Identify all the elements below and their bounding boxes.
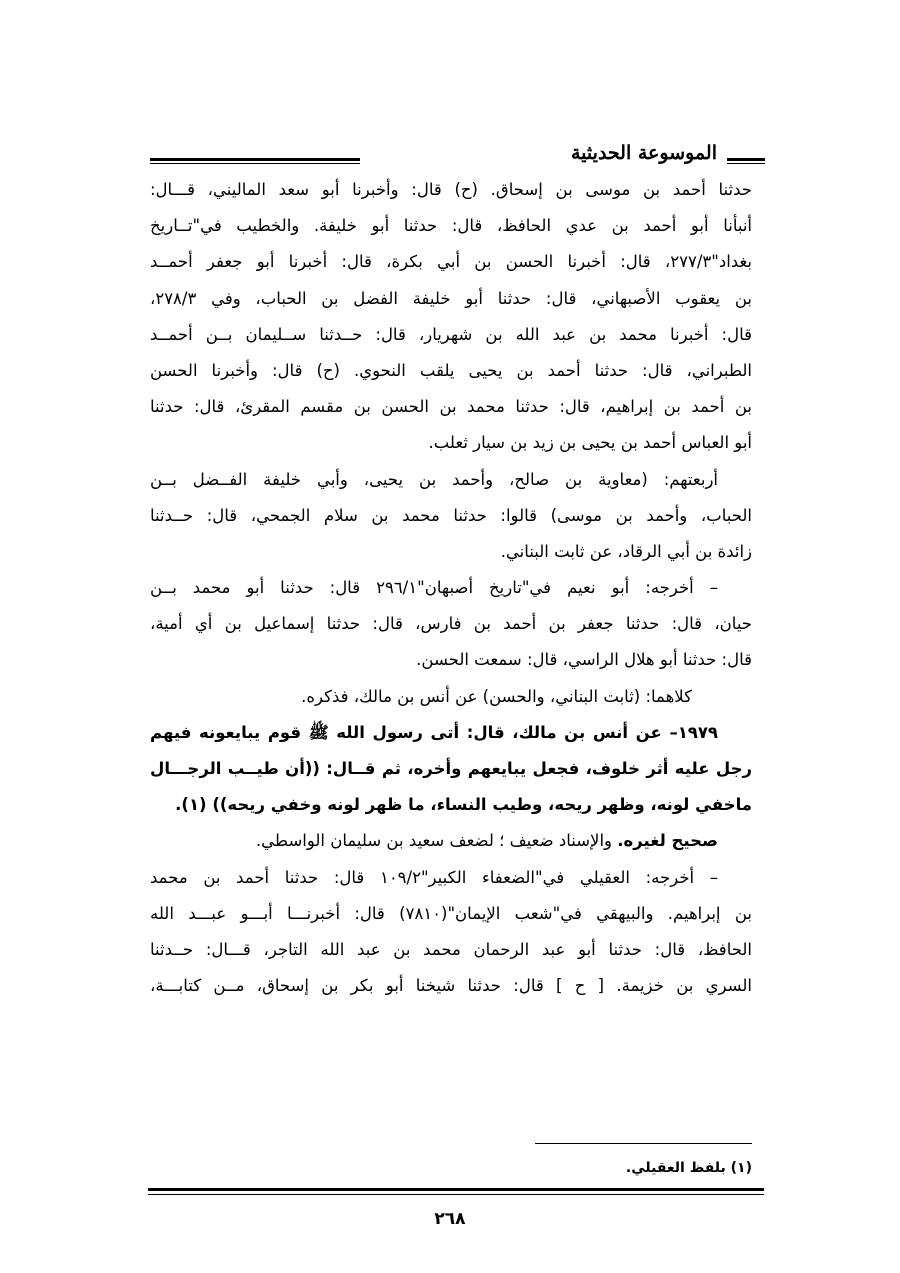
text-segment: قال: أخبرنا محمد بن عبد الله بن شهريار، قال: حــدثنا ســليمان بــن أحمــد (150, 324, 752, 344)
footer-rule (148, 1188, 764, 1195)
text-segment: رجل عليه أثر خلوف، فجعل يبايعهم وأخره، ثم قــال: ((أن طيــب الرجـــال (150, 759, 752, 778)
text-line (150, 244, 752, 280)
text-segment: أبو العباس أحمد بن يحيى بن زيد بن سيار ثعلب. (428, 433, 752, 453)
text-segment: قال: حدثنا أبو هلال الراسي، قال: سمعت الحسن. (416, 650, 752, 670)
page-number: ٢٦٨ (434, 1209, 466, 1229)
text-line (150, 606, 752, 642)
text-line (150, 715, 752, 751)
text-segment: – أخرجه: العقيلي في"الضعفاء الكبير"١٠٩/٢ قال: حدثنا أحمد بن محمد (150, 867, 718, 887)
text-line (150, 968, 752, 1004)
text-line (150, 932, 752, 968)
text-segment: صحيح لغيره. (617, 831, 718, 851)
body-text (150, 172, 752, 1004)
text-line (150, 787, 752, 823)
text-line (150, 534, 752, 570)
text-segment: والإسناد ضعيف ؛ لضعف سعيد بن سليمان الواسطي. (255, 831, 618, 851)
header-rule-left (150, 158, 360, 164)
text-segment: بن أحمد بن إبراهيم، قال: حدثنا محمد بن الحسن بن مقسم المقرئ، قال: حدثنا (150, 397, 752, 417)
text-segment: بن يعقوب الأصبهاني، قال: حدثنا أبو خليفة الفضل بن الحباب، وفي ٢٧٨/٣، (150, 288, 752, 308)
text-segment: الحافظ، قال: حدثنا أبو عبد الرحمان محمد بن عبد الله التاجر، قـــال: حــدثنا (150, 939, 752, 959)
header-rule-right (727, 158, 765, 164)
text-line (150, 498, 752, 534)
text-segment: حدثنا أحمد بن موسى بن إسحاق. (ح) قال: وأخبرنا أبو سعد الماليني، قـــال: (150, 180, 752, 199)
header-title: الموسوعة الحديثية (571, 142, 717, 164)
text-line (150, 462, 752, 498)
footnote-separator (535, 1143, 752, 1144)
text-segment: الحباب، وأحمد بن موسى) قالوا: حدثنا محمد بن سلام الجمحي، قال: حــدثنا (150, 505, 752, 525)
text-segment: – أخرجه: أبو نعيم في"تاريخ أصبهان"٢٩٦/١ قال: حدثنا أبو محمد بــن (150, 578, 718, 598)
text-line (150, 860, 752, 896)
text-line (150, 281, 752, 317)
text-line (150, 679, 752, 715)
text-line (150, 353, 752, 389)
text-line (150, 823, 752, 859)
text-segment: ١٩٧٩– عن أنس بن مالك، قال: أتى رسول الله ﷺ قوم يبايعونه فيهم (150, 722, 718, 742)
text-line (150, 389, 752, 425)
text-line (150, 317, 752, 353)
text-segment: السري بن خزيمة. [ ح ] قال: حدثنا شيخنا أبو بكر بن إسحاق، مــن كتابـــة، (150, 976, 752, 996)
text-segment: حيان، قال: حدثنا جعفر بن أحمد بن فارس، قال: حدثنا إسماعيل بن أي أمية، (150, 614, 752, 634)
text-segment: ماخفي لونه، وظهر ريحه، وطيب النساء، ما ظهر لونه وخفي ريحه)) (١). (175, 795, 752, 815)
text-segment: كلاهما: (ثابت البناني، والحسن) عن أنس بن مالك، فذكره. (301, 686, 692, 706)
text-line (150, 425, 752, 461)
text-line (150, 896, 752, 932)
text-line (150, 208, 752, 244)
text-line (150, 172, 752, 208)
text-line (150, 570, 752, 606)
text-line (150, 751, 752, 787)
text-line (150, 642, 752, 678)
text-segment: الطبراني، قال: حدثنا أحمد بن يحيى يلقب النحوي. (ح) قال: وأخبرنا الحسن (150, 360, 752, 380)
text-segment: أربعتهم: (معاوية بن صالح، وأحمد بن يحيى، وأبي خليفة الفــضل بــن (150, 469, 718, 489)
footnote: (١) بلفظ العقيلي. (625, 1160, 752, 1176)
text-segment: زائدة بن أبي الرقاد، عن ثابت البناني. (500, 541, 752, 561)
running-header (150, 136, 765, 176)
text-segment: بغداد"٢٧٧/٣، قال: أخبرنا الحسن بن أبي بكرة، قال: أخبرنا أبو جعفر أحمــد (150, 252, 752, 272)
text-segment: أنبأنا أبو أحمد بن عدي الحافظ، قال: حدثنا أبو خليفة. والخطيب في"تــاريخ (150, 216, 752, 236)
text-segment: بن إبراهيم. والبيهقي في"شعب الإيمان"(٧٨١٠) قال: أخبرنـــا أبـــو عبـــد الله (150, 903, 752, 923)
